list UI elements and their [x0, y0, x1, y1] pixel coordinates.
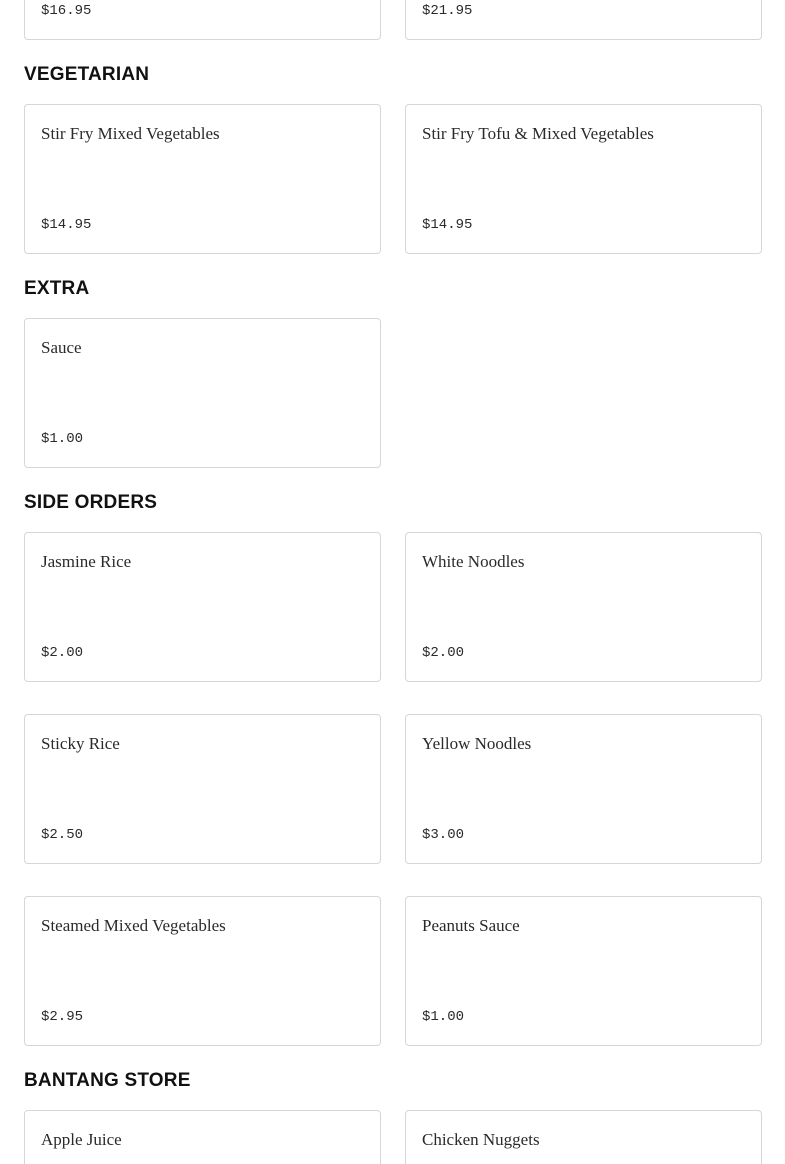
- section-title-extra: EXTRA: [24, 278, 90, 299]
- menu-item-card[interactable]: [24, 1110, 381, 1164]
- menu-item-price: $1.00: [41, 431, 84, 447]
- menu-item-card[interactable]: [405, 104, 762, 254]
- menu-item-name: Steamed Mixed Vegetables: [41, 916, 226, 935]
- menu-item-price: $16.95: [41, 3, 92, 19]
- menu-item-price: $14.95: [422, 217, 473, 233]
- menu-item-price: $2.95: [41, 1009, 84, 1025]
- menu-item-price: $2.00: [41, 645, 84, 661]
- menu-item-price: $14.95: [41, 217, 92, 233]
- menu-item-name: Peanuts Sauce: [422, 916, 520, 935]
- menu-item-name: Apple Juice: [41, 1130, 122, 1149]
- menu-item-card[interactable]: [24, 896, 381, 1046]
- menu-item-card[interactable]: [24, 104, 381, 254]
- section-title-vegetarian: VEGETARIAN: [24, 64, 150, 85]
- menu-item-card[interactable]: [405, 0, 762, 40]
- menu-item-name: Stir Fry Tofu & Mixed Vegetables: [422, 124, 654, 143]
- menu-item-price: $2.00: [422, 645, 465, 661]
- menu-item-name: Yellow Noodles: [422, 734, 532, 753]
- section-title-side-orders: SIDE ORDERS: [24, 492, 158, 513]
- menu-item-price: $21.95: [422, 3, 473, 19]
- menu-item-card[interactable]: [405, 896, 762, 1046]
- menu-item-card[interactable]: [24, 532, 381, 682]
- section-title-bantang-store: BANTANG STORE: [24, 1070, 191, 1091]
- menu-item-name: White Noodles: [422, 552, 525, 571]
- menu-item-name: Sticky Rice: [41, 734, 120, 753]
- menu-item-price: $3.00: [422, 827, 465, 843]
- menu-item-name: Sauce: [41, 338, 82, 357]
- menu-item-card[interactable]: [24, 0, 381, 40]
- menu-item-price: $1.00: [422, 1009, 465, 1025]
- menu-item-name: Jasmine Rice: [41, 552, 132, 571]
- menu-item-price: $2.50: [41, 827, 84, 843]
- menu-item-card[interactable]: [405, 1110, 762, 1164]
- menu-item-name: Chicken Nuggets: [422, 1130, 540, 1149]
- menu-item-name: Stir Fry Mixed Vegetables: [41, 124, 220, 143]
- menu-item-card[interactable]: [405, 714, 762, 864]
- menu-item-card[interactable]: [24, 714, 381, 864]
- menu-item-card[interactable]: [405, 532, 762, 682]
- menu-item-card[interactable]: [24, 318, 381, 468]
